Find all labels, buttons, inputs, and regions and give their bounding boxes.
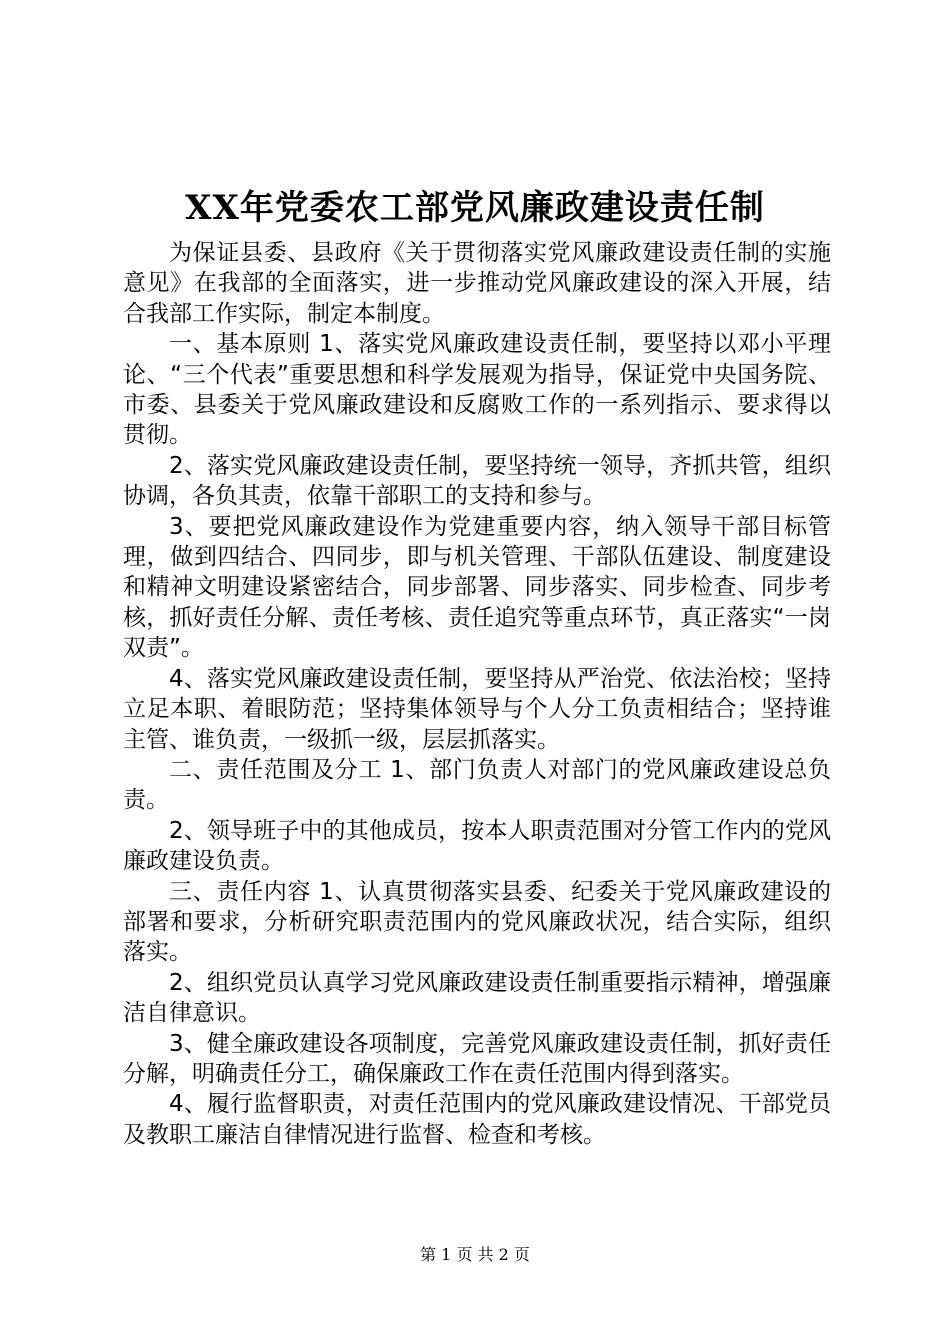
paragraph-principle-1: 一、基本原则 1、落实党风廉政建设责任制，要坚持以邓小平理论、“三个代表”重要思想和科学发展观为指导，保证党中央国务院、市委、县委关于党风廉政建设和反腐败工作的一系列指示、要求得以贯彻。	[123, 331, 831, 449]
paragraph-content-1: 三、责任内容 1、认真贯彻落实县委、纪委关于党风廉政建设的部署和要求，分析研究职责范围内的党风廉政状况，结合实际，组织落实。	[123, 878, 831, 966]
paragraph-principle-3: 3、要把党风廉政建设作为党建重要内容，纳入领导干部目标管理，做到四结合、四同步，即与机关管理、干部队伍建设、制度建设和精神文明建设紧密结合，同步部署、同步落实、同步检查、同步考核，抓好责任分解、责任考核、责任追究等重点环节，真正落实“一岗双责”。	[123, 513, 831, 662]
paragraph-principle-2: 2、落实党风廉政建设责任制，要坚持统一领导，齐抓共管，组织协调，各负其责，依靠干部职工的支持和参与。	[123, 452, 831, 510]
paragraph-principle-4: 4、落实党风廉政建设责任制，要坚持从严治党、依法治校；坚持立足本职、着眼防范；坚持集体领导与个人分工负责相结合；坚持谁主管、谁负责，一级抓一级，层层抓落实。	[123, 665, 831, 753]
paragraph-content-4: 4、履行监督职责，对责任范围内的党风廉政建设情况、干部党员及教职工廉洁自律情况进行监督、检查和考核。	[123, 1091, 831, 1148]
paragraph-scope-1: 二、责任范围及分工 1、部门负责人对部门的党风廉政建设总负责。	[123, 756, 831, 814]
page-number-footer: 第 1 页 共 2 页	[420, 1245, 530, 1264]
paragraph-content-3: 3、健全廉政建设各项制度，完善党风廉政建设责任制，抓好责任分解，明确责任分工，确保廉政工作在责任范围内得到落实。	[123, 1030, 831, 1087]
document-title: XX年党委农工部党风廉政建设责任制	[185, 188, 765, 228]
paragraph-intro: 为保证县委、县政府《关于贯彻落实党风廉政建设责任制的实施意见》在我部的全面落实，进一步推动党风廉政建设的深入开展，结合我部工作实际，制定本制度。	[123, 240, 831, 327]
document-body	[123, 238, 831, 1150]
paragraph-content-2: 2、组织党员认真学习党风廉政建设责任制重要指示精神，增强廉洁自律意识。	[123, 969, 831, 1027]
paragraph-scope-2: 2、领导班子中的其他成员，按本人职责范围对分管工作内的党风廉政建设负责。	[123, 817, 831, 875]
